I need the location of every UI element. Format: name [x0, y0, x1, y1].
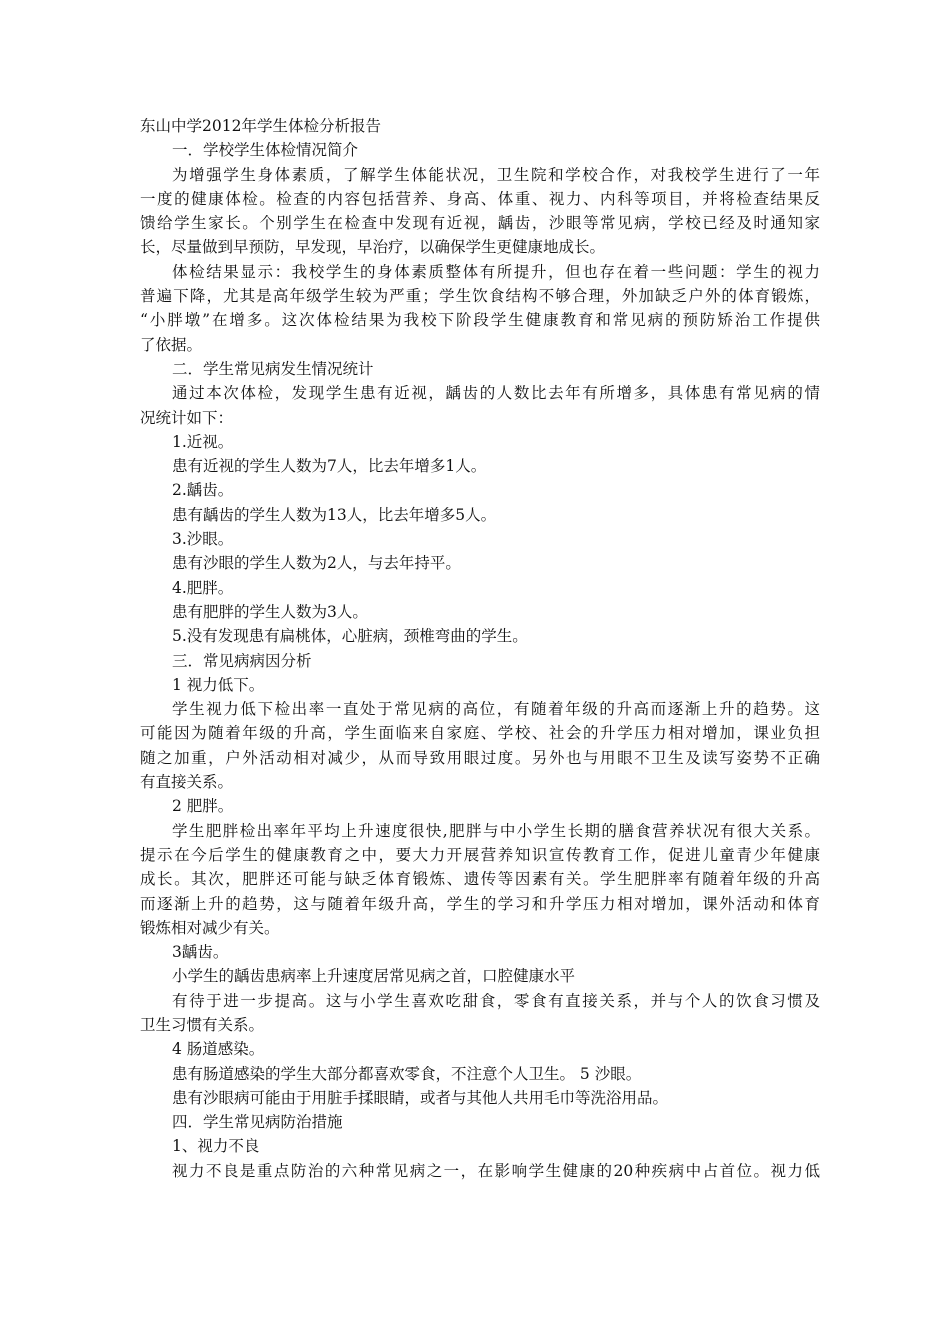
text-line: 提示在今后学生的健康教育之中，要大力开展营养知识宣传教育工作，促进儿童青少年健康: [140, 845, 820, 864]
text-line: 4 肠道感染。: [172, 1040, 265, 1059]
text-line: 小学生的龋齿患病率上升速度居常见病之首，口腔健康水平: [172, 967, 576, 986]
text-line: 4.肥胖。: [172, 578, 234, 597]
text-line: 患有沙眼病可能由于用脏手揉眼睛，或者与其他人共用毛巾等洗浴用品。: [172, 1088, 669, 1107]
text-line: 可能因为随着年级的升高，学生面临来自家庭、学校、社会的升学压力相对增加，课业负担: [140, 724, 820, 743]
text-line: 通过本次体检，发现学生患有近视，龋齿的人数比去年有所增多，具体患有常见病的情: [172, 384, 820, 403]
text-line: 患有肠道感染的学生大部分都喜欢零食，不注意个人卫生。 5 沙眼。: [172, 1064, 642, 1083]
text-line: 普遍下降，尤其是高年级学生较为严重；学生饮食结构不够合理，外加缺乏户外的体育锻炼，: [140, 287, 820, 306]
text-line: 学生视力低下检出率一直处于常见病的高位，有随着年级的升高而逐渐上升的趋势。这: [172, 700, 820, 719]
text-line: 锻炼相对减少有关。: [140, 918, 280, 937]
text-line: 学生肥胖检出率年平均上升速度很快,肥胖与中小学生长期的膳食营养状况有很大关系。: [172, 821, 820, 840]
text-line: 有待于进一步提高。这与小学生喜欢吃甜食，零食有直接关系，并与个人的饮食习惯及: [172, 991, 820, 1010]
text-line: 患有龋齿的学生人数为13人，比去年增多5人。: [172, 505, 497, 524]
text-line: 长，尽量做到早预防，早发现，早治疗，以确保学生更健康地成长。: [140, 238, 606, 257]
text-line: 1、视力不良: [172, 1137, 260, 1156]
text-line: 患有沙眼的学生人数为2人，与去年持平。: [172, 554, 461, 573]
text-line: 馈给学生家长。个别学生在检查中发现有近视，龋齿，沙眼等常见病，学校已经及时通知家: [140, 214, 820, 233]
text-line: 成长。其次，肥胖还可能与缺乏体育锻炼、遗传等因素有关。学生肥胖率有随着年级的升高: [140, 870, 820, 889]
text-line: 患有肥胖的学生人数为3人。: [172, 602, 368, 621]
text-line: 三．常见病病因分析: [172, 651, 312, 670]
text-line: 随之加重，户外活动相对减少，从而导致用眼过度。另外也与用眼不卫生及读写姿势不正确: [140, 748, 820, 767]
document-body: [140, 138, 820, 1183]
document-title: 东山中学2012年学生体检分析报告: [140, 117, 381, 135]
text-line: 有直接关系。: [140, 773, 234, 792]
text-line: 3龋齿。: [172, 943, 229, 962]
text-line: “小胖墩”在增多。这次体检结果为我校下阶段学生健康教育和常见病的预防矫治工作提供: [140, 311, 820, 330]
text-line: 四．学生常见病防治措施: [172, 1113, 343, 1132]
text-line: 为增强学生身体素质，了解学生体能状况，卫生院和学校合作，对我校学生进行了一年: [172, 165, 820, 184]
text-line: 1 视力低下。: [172, 675, 265, 694]
text-line: 患有近视的学生人数为7人，比去年增多1人。: [172, 457, 487, 476]
text-line: 5.没有发现患有扁桃体，心脏病，颈椎弯曲的学生。: [172, 627, 528, 646]
text-line: 二．学生常见病发生情况统计: [172, 359, 374, 378]
text-line: 卫生习惯有关系。: [140, 1015, 265, 1034]
text-line: 3.沙眼。: [172, 530, 234, 549]
text-line: 1.近视。: [172, 432, 234, 451]
text-line: 了依据。: [140, 335, 203, 354]
text-line: 一度的健康体检。检查的内容包括营养、身高、体重、视力、内科等项目，并将检查结果反: [140, 189, 820, 208]
text-line: 一．学校学生体检情况简介: [172, 141, 359, 160]
text-line: 视力不良是重点防治的六种常见病之一，在影响学生健康的20种疾病中占首位。视力低: [172, 1161, 820, 1180]
text-line: 况统计如下：: [140, 408, 234, 427]
text-line: 体检结果显示：我校学生的身体素质整体有所提升，但也存在着一些问题：学生的视力: [172, 262, 820, 281]
text-line: 而逐渐上升的趋势，这与随着年级升高，学生的学习和升学压力相对增加，课外活动和体育: [140, 894, 820, 913]
text-line: 2 肥胖。: [172, 797, 234, 816]
text-line: 2.龋齿。: [172, 481, 234, 500]
